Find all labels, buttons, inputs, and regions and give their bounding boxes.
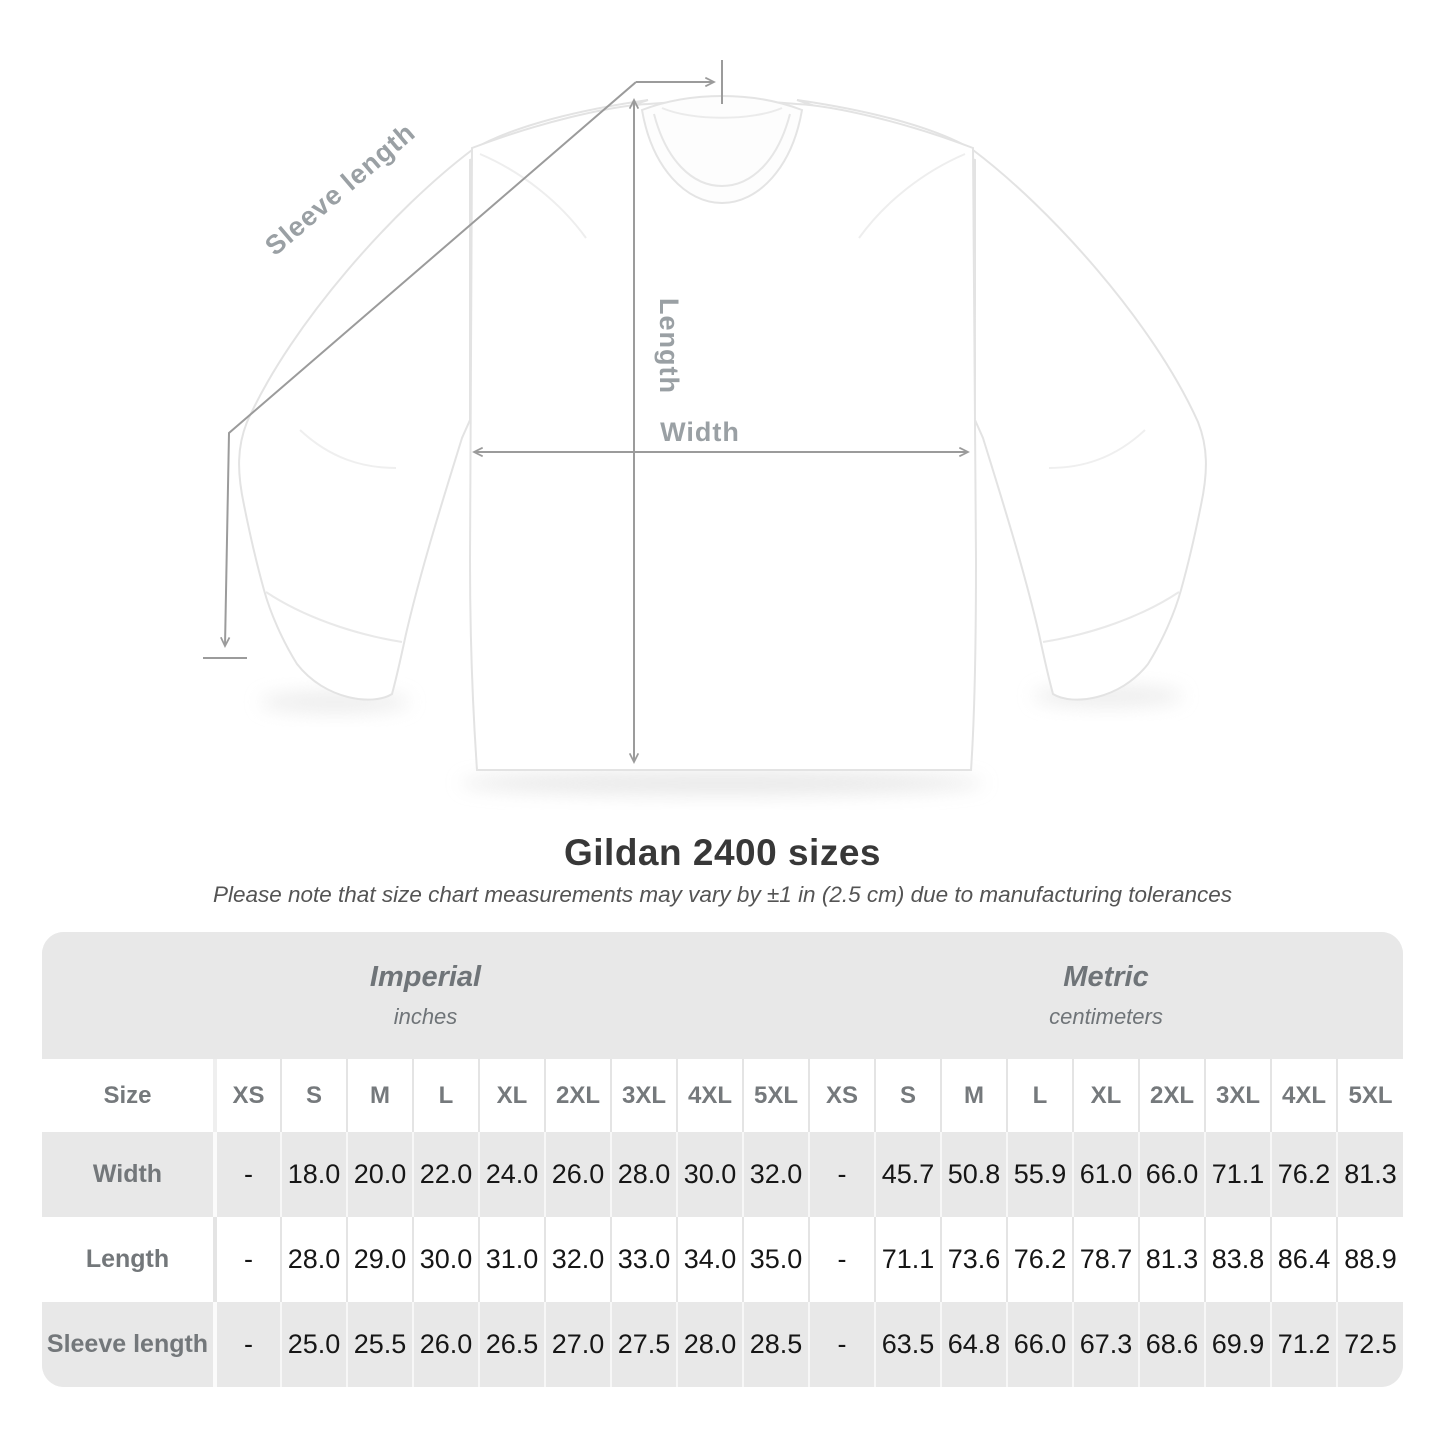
- table-row-length: [42, 1217, 1403, 1302]
- value-cell: 33.0: [611, 1217, 677, 1302]
- table-row-sleeve-length: [42, 1302, 1403, 1387]
- value-cell: -: [809, 1302, 875, 1387]
- value-cell: 76.2: [1271, 1132, 1337, 1217]
- value-cell: 28.0: [611, 1132, 677, 1217]
- size-column-label: Size: [103, 1081, 152, 1109]
- size-col-metric-5xl: 5XL: [1337, 1059, 1403, 1132]
- value-cell: 88.9: [1337, 1217, 1403, 1302]
- size-chart-table: [42, 932, 1403, 1387]
- value-cell: 72.5: [1337, 1302, 1403, 1387]
- size-col-metric-m: M: [941, 1059, 1007, 1132]
- metric-section-header: [809, 932, 1403, 1059]
- value-cell: 67.3: [1073, 1302, 1139, 1387]
- size-col-metric-3xl: 3XL: [1205, 1059, 1271, 1132]
- value-cell: 31.0: [479, 1217, 545, 1302]
- size-col-metric-xs: XS: [809, 1059, 875, 1132]
- row-label: Width: [92, 1160, 163, 1188]
- row-label: Sleeve length: [46, 1330, 209, 1358]
- value-cell: 24.0: [479, 1132, 545, 1217]
- value-cell: 71.1: [1205, 1132, 1271, 1217]
- value-cell: 45.7: [875, 1132, 941, 1217]
- value-cell: 26.0: [413, 1302, 479, 1387]
- size-col-imperial-xl: XL: [479, 1059, 545, 1132]
- size-table-body: [42, 1132, 1403, 1387]
- table-row-width: [42, 1132, 1403, 1217]
- value-cell: 66.0: [1139, 1132, 1205, 1217]
- metric-section-unit: centimeters: [1049, 1004, 1163, 1029]
- value-cell: 27.5: [611, 1302, 677, 1387]
- imperial-section-header: [42, 932, 809, 1059]
- value-cell: 32.0: [743, 1132, 809, 1217]
- value-cell: 32.0: [545, 1217, 611, 1302]
- value-cell: 63.5: [875, 1302, 941, 1387]
- value-cell: 34.0: [677, 1217, 743, 1302]
- value-cell: 81.3: [1337, 1132, 1403, 1217]
- value-cell: 30.0: [413, 1217, 479, 1302]
- value-cell: 73.6: [941, 1217, 1007, 1302]
- value-cell: 35.0: [743, 1217, 809, 1302]
- value-cell: 26.0: [545, 1132, 611, 1217]
- value-cell: 28.0: [281, 1217, 347, 1302]
- size-col-metric-l: L: [1007, 1059, 1073, 1132]
- metric-section-title: Metric: [1063, 961, 1149, 993]
- value-cell: 50.8: [941, 1132, 1007, 1217]
- value-cell: 76.2: [1007, 1217, 1073, 1302]
- value-cell: 61.0: [1073, 1132, 1139, 1217]
- size-col-metric-4xl: 4XL: [1271, 1059, 1337, 1132]
- sleeve-length-label: Sleeve length: [259, 117, 422, 262]
- size-col-imperial-s: S: [281, 1059, 347, 1132]
- value-cell: -: [809, 1132, 875, 1217]
- value-cell: 26.5: [479, 1302, 545, 1387]
- size-col-imperial-l: L: [413, 1059, 479, 1132]
- length-label: Length: [654, 298, 684, 394]
- value-cell: 66.0: [1007, 1302, 1073, 1387]
- value-cell: 55.9: [1007, 1132, 1073, 1217]
- size-col-imperial-xs: XS: [215, 1059, 281, 1132]
- value-cell: 25.5: [347, 1302, 413, 1387]
- width-label: Width: [660, 417, 740, 447]
- value-cell: 20.0: [347, 1132, 413, 1217]
- size-chart-table-container: [42, 932, 1403, 1387]
- value-cell: 71.2: [1271, 1302, 1337, 1387]
- value-cell: 25.0: [281, 1302, 347, 1387]
- value-cell: 30.0: [677, 1132, 743, 1217]
- page-title: Gildan 2400 sizes: [563, 832, 881, 873]
- value-cell: 28.0: [677, 1302, 743, 1387]
- value-cell: 71.1: [875, 1217, 941, 1302]
- value-cell: -: [809, 1217, 875, 1302]
- size-col-imperial-5xl: 5XL: [743, 1059, 809, 1132]
- size-chart-heading: [0, 832, 1445, 908]
- value-cell: 83.8: [1205, 1217, 1271, 1302]
- value-cell: -: [215, 1217, 281, 1302]
- value-cell: -: [215, 1302, 281, 1387]
- value-cell: 86.4: [1271, 1217, 1337, 1302]
- unit-section-header-row: [42, 932, 1403, 1059]
- imperial-section-unit: inches: [393, 1004, 458, 1029]
- size-col-metric-xl: XL: [1073, 1059, 1139, 1132]
- size-col-imperial-m: M: [347, 1059, 413, 1132]
- value-cell: 68.6: [1139, 1302, 1205, 1387]
- size-col-metric-2xl: 2XL: [1139, 1059, 1205, 1132]
- size-col-metric-s: S: [875, 1059, 941, 1132]
- value-cell: -: [215, 1132, 281, 1217]
- value-cell: 28.5: [743, 1302, 809, 1387]
- value-cell: 78.7: [1073, 1217, 1139, 1302]
- value-cell: 27.0: [545, 1302, 611, 1387]
- size-col-imperial-2xl: 2XL: [545, 1059, 611, 1132]
- value-cell: 22.0: [413, 1132, 479, 1217]
- value-cell: 64.8: [941, 1302, 1007, 1387]
- imperial-section-title: Imperial: [369, 961, 482, 993]
- row-label: Length: [85, 1245, 170, 1273]
- value-cell: 81.3: [1139, 1217, 1205, 1302]
- size-header-row: [42, 1059, 1403, 1132]
- value-cell: 18.0: [281, 1132, 347, 1217]
- page-subtitle: Please note that size chart measurements may vary by ±1 in (2.5 cm) due to manufacturing tolerances: [212, 882, 1233, 907]
- size-col-imperial-4xl: 4XL: [677, 1059, 743, 1132]
- value-cell: 69.9: [1205, 1302, 1271, 1387]
- value-cell: 29.0: [347, 1217, 413, 1302]
- size-col-imperial-3xl: 3XL: [611, 1059, 677, 1132]
